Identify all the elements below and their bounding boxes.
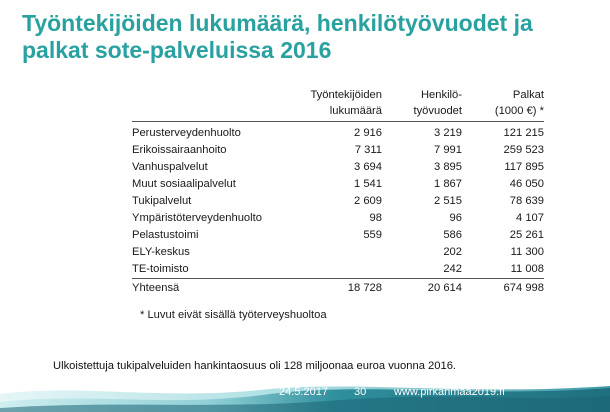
header-salary-line1: Palkat xyxy=(512,89,544,101)
row-count: 559 xyxy=(363,229,382,241)
row-name: TE-toimisto xyxy=(132,263,189,275)
row-salary: 121 215 xyxy=(503,127,544,139)
table-header-row xyxy=(132,87,544,122)
table-row xyxy=(132,176,544,193)
header-count-line2: lukumäärä xyxy=(329,105,382,117)
table-row xyxy=(132,210,544,227)
header-years xyxy=(388,87,468,122)
row-years: 3 895 xyxy=(434,161,462,173)
row-salary: 25 261 xyxy=(509,229,544,241)
row-years: 202 xyxy=(443,246,462,258)
data-table xyxy=(132,87,544,298)
table-row xyxy=(132,227,544,244)
total-years: 20 614 xyxy=(388,279,468,299)
row-years: 586 xyxy=(443,229,462,241)
table-row xyxy=(132,122,544,143)
row-count: 98 xyxy=(369,212,382,224)
row-salary: 11 008 xyxy=(510,263,544,275)
row-count xyxy=(298,244,388,261)
row-name: Muut sosiaalipalvelut xyxy=(132,178,236,190)
row-salary: 78 639 xyxy=(509,195,544,207)
header-years-line2: työvuodet xyxy=(413,105,462,117)
row-name: Pelastustoimi xyxy=(132,229,199,241)
bottom-note: Ulkoistettuja tukipalveluiden hankintaosuus oli 128 miljoonaa euroa vuonna 2016. xyxy=(53,360,457,372)
row-years: 96 xyxy=(449,212,462,224)
table-row xyxy=(132,261,544,279)
row-count: 3 694 xyxy=(354,161,382,173)
row-years: 7 991 xyxy=(434,144,462,156)
total-salary: 674 998 xyxy=(468,279,544,299)
footnote: * Luvut eivät sisällä työterveyshuoltoa xyxy=(140,309,327,321)
total-label: Yhteensä xyxy=(132,279,298,299)
row-count: 2 609 xyxy=(354,195,382,207)
row-years: 242 xyxy=(443,263,462,275)
row-years: 3 219 xyxy=(434,127,462,139)
row-count: 7 311 xyxy=(354,144,382,156)
row-name: Perusterveydenhuolto xyxy=(132,127,241,139)
row-salary: 46 050 xyxy=(509,178,544,190)
table-row xyxy=(132,244,544,261)
header-salary-line2: (1000 €) * xyxy=(494,105,544,117)
header-salary xyxy=(468,87,544,122)
row-salary: 117 895 xyxy=(504,161,544,173)
row-years: 1 867 xyxy=(434,178,462,190)
row-salary: 11 300 xyxy=(510,246,544,258)
total-count: 18 728 xyxy=(298,279,388,299)
header-name-column xyxy=(132,87,298,122)
row-salary: 4 107 xyxy=(516,212,544,224)
row-name: Tukipalvelut xyxy=(132,195,192,207)
row-salary: 259 523 xyxy=(503,144,544,156)
total-row xyxy=(132,279,544,299)
header-years-line1: Henkilö- xyxy=(420,89,462,101)
table-row xyxy=(132,159,544,176)
row-years: 2 515 xyxy=(434,195,462,207)
row-name: Erikoissairaanhoito xyxy=(132,144,227,156)
slide-title: Työntekijöiden lukumäärä, henkilötyövuodet ja palkat sote-palveluissa 2016 xyxy=(22,10,533,63)
row-count: 2 916 xyxy=(354,127,382,139)
header-count xyxy=(298,87,388,122)
row-name: ELY-keskus xyxy=(132,246,190,258)
header-count-line1: Työntekijöiden xyxy=(310,89,382,101)
row-count xyxy=(298,261,388,279)
footer-url: www.pirkanmaa2019.fi xyxy=(394,386,505,398)
footer-date: 24.5.2017 xyxy=(279,386,328,398)
row-count: 1 541 xyxy=(354,178,382,190)
table-row xyxy=(132,142,544,159)
row-name: Ympäristöterveydenhuolto xyxy=(132,212,262,224)
table-row xyxy=(132,193,544,210)
row-name: Vanhuspalvelut xyxy=(132,161,208,173)
footer-page-number: 30 xyxy=(354,386,367,398)
